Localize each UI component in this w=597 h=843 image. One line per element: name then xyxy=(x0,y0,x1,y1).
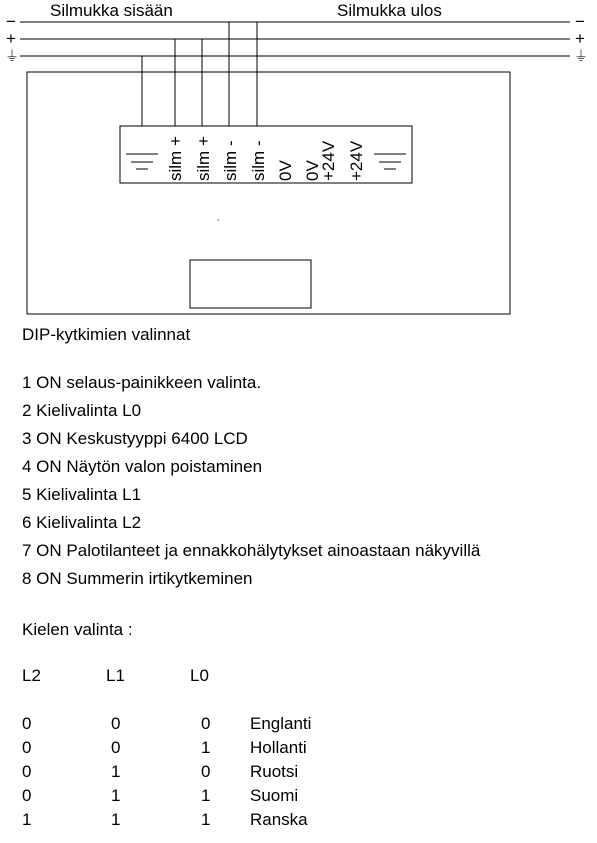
terminal-label: 0V xyxy=(276,160,295,181)
dip-item: 3 ON Keskustyyppi 6400 LCD xyxy=(22,429,248,448)
cell-l2: 1 xyxy=(22,810,32,829)
dip-item: 2 Kielivalinta L0 xyxy=(22,401,142,420)
dip-item: 4 ON Näytön valon poistaminen xyxy=(22,457,263,476)
terminal-label: silm + xyxy=(194,136,213,181)
terminal-label: +24V xyxy=(319,140,338,181)
loop-in-label: Silmukka sisään xyxy=(50,1,173,20)
terminal-label: +24V xyxy=(347,140,366,181)
cell-l1: 1 xyxy=(111,762,121,781)
cell-l0: 1 xyxy=(201,786,211,805)
cell-l2: 0 xyxy=(22,738,32,757)
wiring-diagram xyxy=(0,0,597,320)
terminal-label: silm - xyxy=(249,140,268,181)
terminal-label: silm - xyxy=(221,140,240,181)
column-header-l0: L0 xyxy=(190,666,209,685)
cell-l1: 0 xyxy=(111,738,121,757)
plus-symbol-right: + xyxy=(575,29,585,48)
terminal-label: silm + xyxy=(166,136,185,181)
ground-icon: ⏚ xyxy=(574,48,588,64)
cell-l1: 1 xyxy=(111,786,121,805)
minus-symbol-right: − xyxy=(575,12,585,31)
terminal-label: 0V xyxy=(303,160,322,181)
dip-item: 5 Kielivalinta L1 xyxy=(22,485,142,504)
cell-l1: 0 xyxy=(111,714,121,733)
cell-l0: 1 xyxy=(201,738,211,757)
center-dot xyxy=(217,219,218,220)
cell-language: Ranska xyxy=(250,810,308,829)
cell-l0: 0 xyxy=(201,762,211,781)
cell-l2: 0 xyxy=(22,714,32,733)
language-heading: Kielen valinta : xyxy=(22,620,133,639)
ground-icon: ⏚ xyxy=(5,48,19,64)
dip-heading: DIP-kytkimien valinnat xyxy=(22,325,191,344)
cell-language: Ruotsi xyxy=(250,762,299,781)
column-header-l1: L1 xyxy=(106,666,125,685)
ground-icon-left xyxy=(126,154,158,169)
dip-item: 8 ON Summerin irtikytkeminen xyxy=(22,569,253,588)
cell-l1: 1 xyxy=(111,810,121,829)
loop-out-label: Silmukka ulos xyxy=(337,1,442,20)
panel-outline xyxy=(27,72,510,314)
cell-language: Hollanti xyxy=(250,738,307,757)
plus-symbol-left: + xyxy=(6,29,16,48)
ground-icon-right xyxy=(374,154,406,169)
minus-symbol-left: − xyxy=(6,12,16,31)
cell-l2: 0 xyxy=(22,762,32,781)
display-window xyxy=(190,260,311,308)
dip-item: 1 ON selaus-painikkeen valinta. xyxy=(22,373,262,392)
cell-language: Englanti xyxy=(250,714,312,733)
cell-l0: 0 xyxy=(201,714,211,733)
cell-l2: 0 xyxy=(22,786,32,805)
cell-l0: 1 xyxy=(201,810,211,829)
dip-item: 6 Kielivalinta L2 xyxy=(22,513,142,532)
dip-item: 7 ON Palotilanteet ja ennakkohälytykset ainoastaan näkyvillä xyxy=(22,541,481,560)
cell-language: Suomi xyxy=(250,786,299,805)
column-header-l2: L2 xyxy=(22,666,41,685)
